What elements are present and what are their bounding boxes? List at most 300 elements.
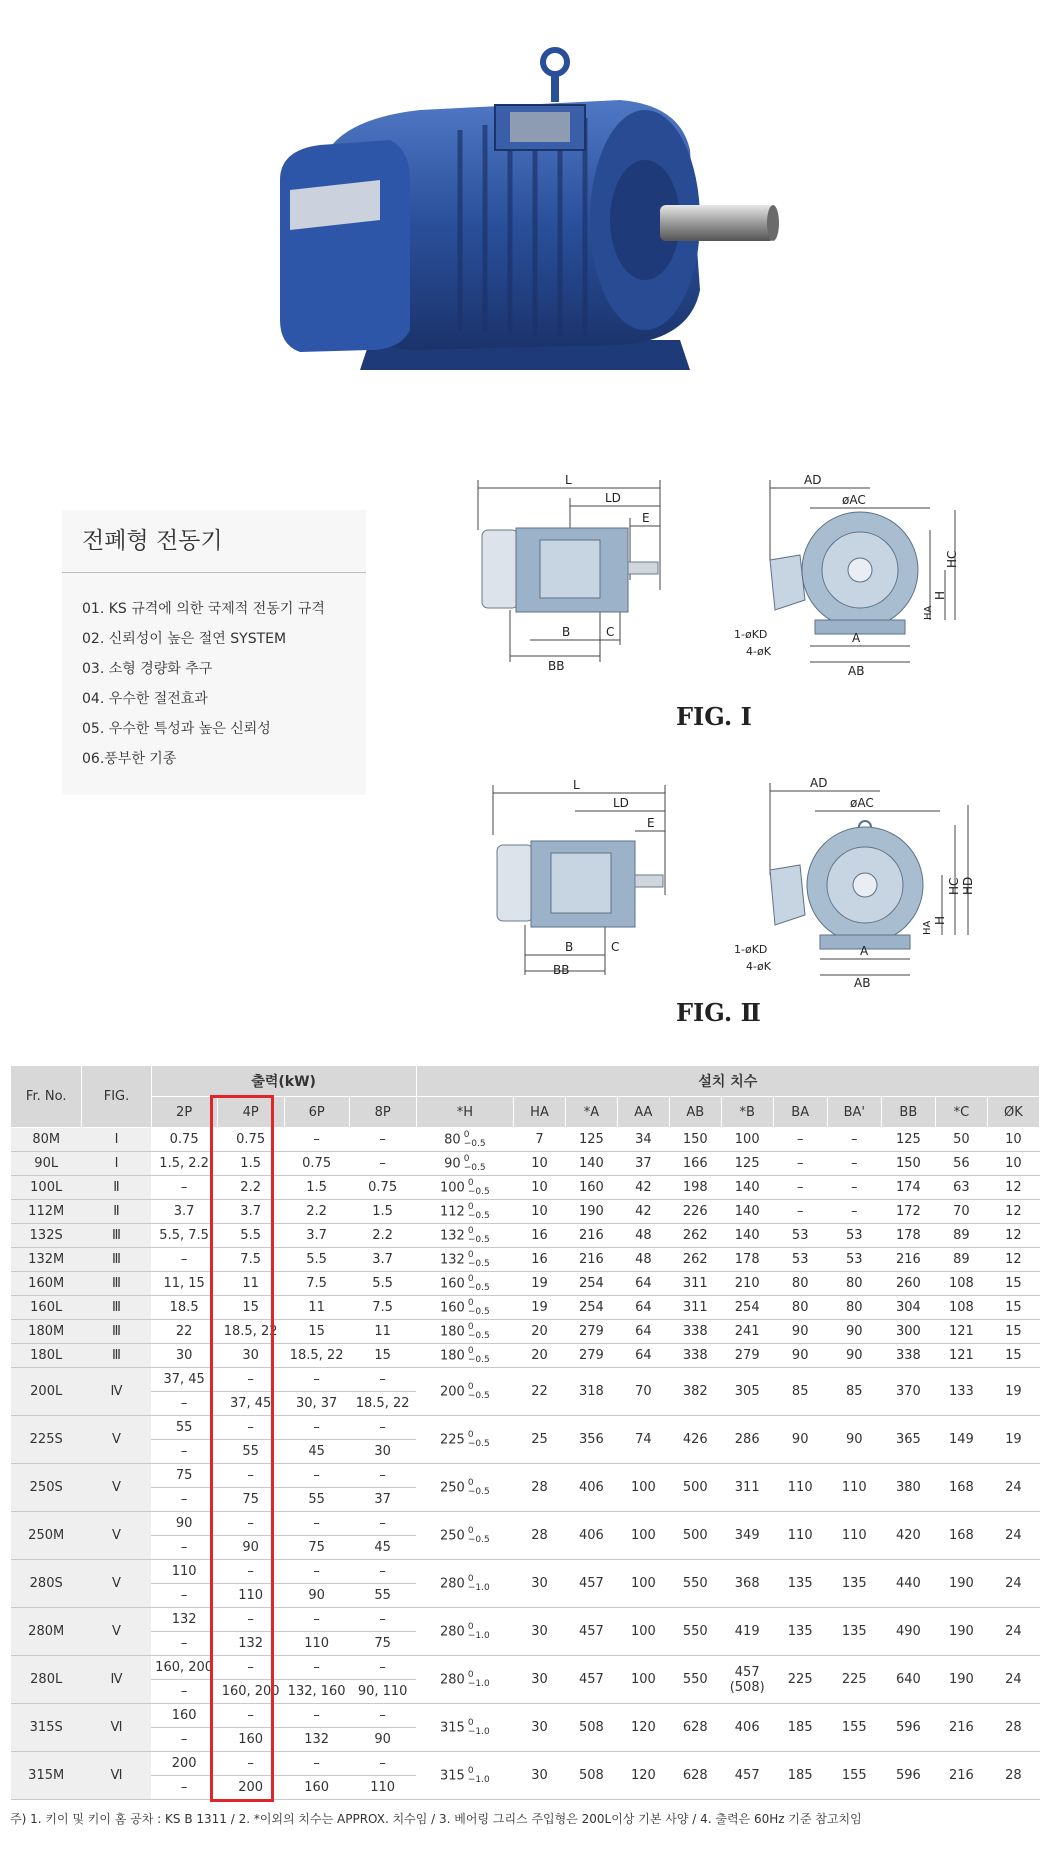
motor-product-image: [260, 40, 780, 440]
cell-ab-value: 550: [682, 1624, 708, 1639]
cell-fig: [82, 1752, 151, 1800]
cell-a: [565, 1416, 617, 1464]
cell-c-value: 121: [948, 1324, 974, 1339]
cell-frno-value: 280S: [29, 1576, 63, 1591]
cell-k: [987, 1656, 1039, 1704]
cell-ha-value: 10: [531, 1180, 548, 1195]
cell-h: [416, 1608, 513, 1656]
cell-p6: [284, 1296, 349, 1320]
cell-ba2-value: 110: [841, 1480, 867, 1495]
cell-p8: [349, 1272, 416, 1296]
cell-ba2: [827, 1128, 881, 1152]
cell-ab-value: 198: [682, 1180, 708, 1195]
cell-ha: [514, 1704, 566, 1752]
cell-b-value: 457: [734, 1768, 760, 1783]
h-tolerance: [468, 1527, 490, 1545]
cell-p4-value: 3.7: [240, 1204, 261, 1219]
cell-a: [565, 1344, 617, 1368]
cell-ab: [669, 1200, 721, 1224]
cell-ha-value: 20: [531, 1324, 548, 1339]
cell-k-value: 28: [1005, 1768, 1022, 1783]
cell-p8-value: 37: [374, 1492, 391, 1507]
cell-ab-value: 226: [682, 1204, 708, 1219]
cell-ba2-value: 80: [846, 1300, 863, 1315]
cell-ab-value: 338: [682, 1348, 708, 1363]
dim-kd-label: 1-øKD: [734, 628, 768, 641]
cell-ab-value: 166: [682, 1156, 708, 1171]
cell-a-value: 125: [579, 1132, 604, 1147]
cell-fig: [82, 1272, 151, 1296]
cell-p2: [151, 1584, 217, 1608]
cell-a: [565, 1296, 617, 1320]
cell-ba2: [827, 1152, 881, 1176]
cell-p6: [284, 1368, 349, 1392]
cell-p6-value: –: [313, 1660, 320, 1675]
cell-frno: [11, 1464, 82, 1512]
cell-ba2-value: 90: [846, 1432, 863, 1447]
cell-p8-value: 90: [374, 1732, 391, 1747]
dim-ac-label: øAC: [850, 796, 874, 810]
cell-ha-value: 19: [531, 1276, 548, 1291]
fig2-label: FIG. Ⅱ: [676, 998, 761, 1027]
cell-p8-value: –: [379, 1564, 386, 1579]
cell-ab-value: 382: [682, 1384, 708, 1399]
cell-fig-value: Ⅳ: [110, 1384, 123, 1399]
cell-b: [721, 1608, 773, 1656]
cell-bb: [881, 1200, 935, 1224]
cell-fig-value: Ⅰ: [114, 1132, 119, 1147]
cell-ba2: [827, 1464, 881, 1512]
dim-hd-label: HD: [961, 876, 975, 895]
cell-ha: [514, 1512, 566, 1560]
cell-k-value: 12: [1005, 1228, 1022, 1243]
cell-p6: [284, 1128, 349, 1152]
cell-ba-value: –: [796, 1132, 804, 1147]
cell-p4: [217, 1752, 284, 1776]
cell-p4-value: 0.75: [236, 1132, 266, 1147]
cell-frno: [11, 1248, 82, 1272]
h-tolerance-upper: 0: [467, 1225, 474, 1236]
cell-p8: [349, 1320, 416, 1344]
cell-p2-value: –: [180, 1252, 188, 1267]
footnote: 주) 1. 키이 및 키이 홈 공차 : KS B 1311 / 2. *이외의 치수는 APPROX. 치수임 / 3. 베어링 그리스 주입형은 200L이상 기본 사양 / 4. 출력은 60Hz 기준 참고치임: [10, 1812, 862, 1826]
h-tolerance-lower: −0.5: [463, 1138, 486, 1149]
cell-k: [987, 1512, 1039, 1560]
cell-bb-value: 370: [895, 1384, 921, 1399]
cell-p6: [284, 1320, 349, 1344]
cell-p6-value: 90: [308, 1588, 325, 1603]
cell-b: [721, 1152, 773, 1176]
cell-c-value: 168: [948, 1528, 974, 1543]
cell-k: [987, 1344, 1039, 1368]
h-tolerance-lower: −0.5: [467, 1282, 490, 1293]
feature-title: 전폐형 전동기: [82, 528, 223, 554]
cell-bb-value: 172: [895, 1204, 921, 1219]
cell-p4-value: –: [247, 1564, 254, 1579]
cell-p6-value: 160: [304, 1780, 330, 1795]
cell-p2: [151, 1224, 217, 1248]
cell-bb: [881, 1608, 935, 1656]
cell-h: [416, 1128, 513, 1152]
h-tolerance-lower: −1.0: [467, 1726, 490, 1737]
cell-h: [416, 1248, 513, 1272]
cell-frno-value: 315M: [28, 1768, 65, 1783]
cell-ha-value: 28: [531, 1528, 548, 1543]
cell-p2-value: –: [180, 1636, 188, 1651]
cell-bb-value: 380: [895, 1480, 921, 1495]
cell-h: [416, 1560, 513, 1608]
cell-k-value: 15: [1005, 1276, 1022, 1291]
table-row: [11, 1752, 1040, 1776]
cell-p4: [217, 1608, 284, 1632]
cell-aa-value: 100: [630, 1480, 656, 1495]
dim-ha-label: HA: [922, 920, 933, 935]
cell-p4: [217, 1704, 284, 1728]
cell-a: [565, 1752, 617, 1800]
cell-bb: [881, 1464, 935, 1512]
cell-a: [565, 1320, 617, 1344]
cell-b-value: 140: [734, 1204, 760, 1219]
cell-p8-value: –: [379, 1156, 386, 1171]
cell-ha: [514, 1176, 566, 1200]
feature-panel: [62, 510, 366, 795]
col-group-output: 출력(kW): [151, 1066, 416, 1097]
cell-p6: [284, 1584, 349, 1608]
h-tolerance: [468, 1179, 490, 1197]
dim-l-label: L: [565, 473, 572, 487]
cell-b: [721, 1704, 773, 1752]
cell-frno: [11, 1152, 82, 1176]
h-value: 280: [440, 1576, 465, 1591]
cell-b-value: 286: [734, 1432, 760, 1447]
cell-p2: [151, 1416, 217, 1440]
dim-h-label: H: [933, 915, 947, 925]
cell-p2: [151, 1512, 217, 1536]
cell-ha: [514, 1128, 566, 1152]
cell-p2-value: 22: [175, 1324, 193, 1339]
cell-k-value: 10: [1005, 1132, 1022, 1147]
h-value: 112: [440, 1204, 465, 1219]
h-value: 280: [440, 1672, 465, 1687]
cell-p4: [217, 1440, 284, 1464]
dim-ha-label: HA: [923, 605, 934, 620]
cell-ha-value: 25: [531, 1432, 548, 1447]
cell-a: [565, 1512, 617, 1560]
cell-frno-value: 160L: [30, 1300, 63, 1315]
cell-p8: [349, 1200, 416, 1224]
cell-k: [987, 1176, 1039, 1200]
cell-p8: [349, 1512, 416, 1536]
cell-ba: [773, 1608, 827, 1656]
cell-p8-value: 3.7: [372, 1252, 393, 1267]
cell-p6-value: 2.2: [306, 1204, 327, 1219]
cell-p2: [151, 1656, 217, 1680]
cell-aa-value: 48: [635, 1228, 652, 1243]
h-tolerance-upper: 0: [467, 1297, 474, 1308]
cell-ba-value: 80: [791, 1276, 809, 1291]
cell-bb-value: 125: [895, 1132, 921, 1147]
cell-p8-value: –: [379, 1612, 386, 1627]
cell-p4: [217, 1536, 284, 1560]
cell-frno-value: 180L: [30, 1348, 63, 1363]
cell-p4-value: 110: [238, 1588, 264, 1603]
cell-a-value: 254: [579, 1300, 604, 1315]
cell-p4-value: 18.5, 22: [223, 1324, 278, 1339]
cell-c-value: 190: [948, 1624, 974, 1639]
cell-b: [721, 1512, 773, 1560]
col-header-b: *B: [721, 1097, 773, 1128]
h-tolerance-lower: −0.5: [467, 1390, 490, 1401]
cell-a-value: 457: [579, 1672, 604, 1687]
cell-p6: [284, 1656, 349, 1680]
cell-b: [721, 1368, 773, 1416]
cell-fig-value: Ⅰ: [114, 1156, 119, 1171]
cell-fig-value: Ⅴ: [112, 1480, 121, 1495]
cell-fig: [82, 1152, 151, 1176]
cell-p4-value: 160: [238, 1732, 264, 1747]
dim-h-label: H: [933, 590, 947, 600]
cell-p8: [349, 1248, 416, 1272]
cell-bb-value: 440: [895, 1576, 921, 1591]
cell-frno: [11, 1224, 82, 1248]
cell-ab-value: 311: [682, 1276, 708, 1291]
cell-fig-value: Ⅴ: [112, 1624, 121, 1639]
cell-p4-value: 75: [242, 1492, 259, 1507]
h-value: 250: [440, 1480, 465, 1495]
cell-frno-value: 250M: [28, 1528, 65, 1543]
cell-p4: [217, 1344, 284, 1368]
col-header-k: ØK: [987, 1097, 1039, 1128]
table-row: [11, 1512, 1040, 1536]
cell-ab: [669, 1152, 721, 1176]
cell-p2: [151, 1272, 217, 1296]
cell-p2: [151, 1368, 217, 1392]
cell-b-value: 419: [734, 1624, 760, 1639]
cell-k: [987, 1608, 1039, 1656]
cell-ha: [514, 1560, 566, 1608]
dim-k-label: 4-øK: [746, 645, 771, 658]
cell-p8-value: –: [379, 1372, 386, 1387]
cell-c-value: 190: [948, 1576, 974, 1591]
cell-a-value: 406: [579, 1528, 604, 1543]
cell-p2: [151, 1536, 217, 1560]
cell-fig-value: Ⅵ: [110, 1768, 123, 1783]
cell-ha: [514, 1464, 566, 1512]
h-tolerance-upper: 0: [467, 1477, 474, 1488]
cell-frno: [11, 1128, 82, 1152]
cell-p4: [217, 1584, 284, 1608]
cell-ba: [773, 1560, 827, 1608]
cell-a-value: 279: [579, 1324, 604, 1339]
cell-h: [416, 1752, 513, 1800]
cell-frno-value: 315S: [29, 1720, 63, 1735]
cell-p2-value: 3.7: [173, 1204, 195, 1219]
cell-a: [565, 1152, 617, 1176]
cell-aa-value: 100: [630, 1576, 656, 1591]
cell-p2-value: 5.5, 7.5: [159, 1228, 209, 1243]
cell-p2: [151, 1632, 217, 1656]
cell-a-value: 216: [579, 1252, 604, 1267]
cell-ba2: [827, 1320, 881, 1344]
cell-fig-value: Ⅲ: [112, 1348, 121, 1363]
cell-ba: [773, 1248, 827, 1272]
cell-c-value: 50: [953, 1132, 970, 1147]
cell-k: [987, 1296, 1039, 1320]
cell-p8-value: 90, 110: [357, 1684, 408, 1699]
cell-c-value: 89: [953, 1228, 970, 1243]
cell-a: [565, 1560, 617, 1608]
cell-ba-value: 90: [791, 1348, 809, 1363]
table-row: [11, 1296, 1040, 1320]
cell-frno-value: 160M: [28, 1276, 65, 1291]
cell-aa: [617, 1416, 669, 1464]
cell-p6: [284, 1344, 349, 1368]
dim-hc-label: HC: [945, 550, 959, 568]
cell-ba-value: –: [796, 1204, 804, 1219]
col-header-frno: Fr. No.: [11, 1066, 82, 1128]
cell-p6: [284, 1728, 349, 1752]
h-tolerance-lower: −0.5: [467, 1438, 490, 1449]
cell-aa-value: 70: [635, 1384, 652, 1399]
fig2-side-view: [485, 775, 675, 975]
cell-p2: [151, 1344, 217, 1368]
cell-k: [987, 1704, 1039, 1752]
cell-k: [987, 1224, 1039, 1248]
cell-frno-value: 112M: [28, 1204, 65, 1219]
feature-item: 06.풍부한 기종: [82, 751, 177, 767]
cell-p6: [284, 1488, 349, 1512]
h-tolerance-lower: −0.5: [467, 1234, 490, 1245]
col-header-2p: 2P: [151, 1097, 217, 1128]
cell-p6: [284, 1176, 349, 1200]
table-row: [11, 1320, 1040, 1344]
h-tolerance-lower: −1.0: [467, 1678, 490, 1689]
cell-a: [565, 1656, 617, 1704]
cell-p6-value: 55: [308, 1492, 325, 1507]
col-header-c: *C: [935, 1097, 987, 1128]
h-tolerance-lower: −0.5: [467, 1306, 490, 1317]
cell-k-value: 28: [1005, 1720, 1022, 1735]
cell-p4: [217, 1248, 284, 1272]
cell-ba: [773, 1176, 827, 1200]
cell-frno: [11, 1512, 82, 1560]
table-row: [11, 1464, 1040, 1488]
h-tolerance: [464, 1131, 486, 1149]
cell-b-value: 349: [734, 1528, 760, 1543]
h-tolerance-upper: 0: [467, 1273, 474, 1284]
cell-c: [935, 1320, 987, 1344]
cell-k: [987, 1416, 1039, 1464]
cell-fig: [82, 1224, 151, 1248]
cell-p8-value: 45: [374, 1540, 391, 1555]
cell-frno-value: 132M: [28, 1252, 65, 1267]
cell-ba2: [827, 1512, 881, 1560]
cell-c-value: 108: [948, 1276, 974, 1291]
cell-ba-value: –: [796, 1156, 804, 1171]
h-tolerance: [468, 1575, 490, 1593]
h-tolerance: [468, 1719, 490, 1737]
cell-a: [565, 1464, 617, 1512]
cell-ba-value: 110: [787, 1480, 813, 1495]
h-value: 200: [440, 1384, 465, 1399]
cell-ba2-value: 80: [846, 1276, 863, 1291]
cell-ab-value: 628: [682, 1768, 708, 1783]
cell-aa-value: 34: [635, 1132, 652, 1147]
table-row: [11, 1128, 1040, 1152]
cell-p8: [349, 1440, 416, 1464]
cell-frno: [11, 1272, 82, 1296]
cell-fig: [82, 1200, 151, 1224]
cell-bb: [881, 1176, 935, 1200]
cell-ba2-value: 90: [846, 1348, 863, 1363]
cell-fig-value: Ⅱ: [113, 1204, 120, 1219]
cell-aa: [617, 1704, 669, 1752]
cell-c: [935, 1296, 987, 1320]
cell-p2: [151, 1680, 217, 1704]
cell-b-value: 279: [734, 1348, 760, 1363]
cell-k: [987, 1200, 1039, 1224]
cell-ha-value: 30: [531, 1624, 548, 1639]
dim-ad-label: AD: [810, 776, 828, 790]
cell-p8: [349, 1728, 416, 1752]
cell-p6: [284, 1224, 349, 1248]
h-value: 132: [440, 1228, 465, 1243]
cell-ha-value: 30: [531, 1672, 548, 1687]
cell-p6: [284, 1680, 349, 1704]
cell-ba-value: 53: [791, 1252, 809, 1267]
cell-fig-value: Ⅲ: [112, 1252, 121, 1267]
cell-p4-value: 160, 200: [221, 1684, 280, 1699]
h-value: 180: [440, 1324, 465, 1339]
cell-p2-value: 160, 200: [155, 1660, 214, 1675]
cell-ba2-value: –: [851, 1132, 858, 1147]
cell-p2-value: –: [180, 1732, 188, 1747]
cell-p4-value: 200: [238, 1780, 264, 1795]
cell-ba: [773, 1128, 827, 1152]
cell-b-value: 406: [734, 1720, 760, 1735]
cell-p6-value: –: [313, 1420, 320, 1435]
cell-k-value: 15: [1005, 1324, 1022, 1339]
cell-p8-value: 18.5, 22: [355, 1396, 410, 1411]
h-tolerance-upper: 0: [467, 1525, 474, 1536]
cell-p2-value: –: [180, 1492, 188, 1507]
col-header-aa: AA: [617, 1097, 669, 1128]
cell-c-value: 149: [948, 1432, 974, 1447]
cell-fig-value: Ⅲ: [112, 1324, 121, 1339]
cell-ba: [773, 1656, 827, 1704]
cell-ab-value: 426: [682, 1432, 708, 1447]
col-header-8p: 8P: [349, 1097, 416, 1128]
cell-p8-value: –: [379, 1516, 386, 1531]
cell-p2: [151, 1248, 217, 1272]
dim-e-label: E: [647, 816, 655, 830]
cell-k: [987, 1464, 1039, 1512]
cell-ba: [773, 1200, 827, 1224]
cell-ba2: [827, 1248, 881, 1272]
cell-p2: [151, 1704, 217, 1728]
cell-aa: [617, 1200, 669, 1224]
cell-a-value: 140: [579, 1156, 604, 1171]
h-tolerance-upper: 0: [467, 1345, 474, 1356]
cell-frno-value: 80M: [32, 1132, 61, 1147]
cell-p4-value: –: [247, 1660, 254, 1675]
cell-b-value: 305: [734, 1384, 760, 1399]
cell-ab: [669, 1416, 721, 1464]
h-value: 225: [440, 1432, 465, 1447]
cell-b: [721, 1752, 773, 1800]
cell-k: [987, 1752, 1039, 1800]
cell-frno-value: 225S: [29, 1432, 63, 1447]
